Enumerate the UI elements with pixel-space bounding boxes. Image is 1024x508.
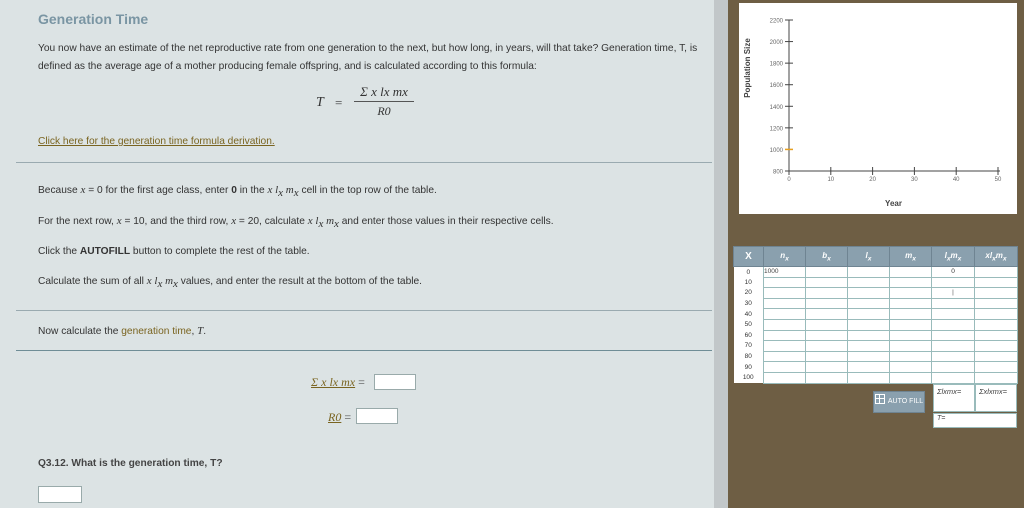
bx-cell[interactable] [806, 277, 848, 288]
xlxmx-cell[interactable] [975, 319, 1018, 330]
table-row [734, 341, 1018, 352]
y-tick-label: 1400 [769, 104, 783, 111]
bx-cell[interactable] [806, 362, 848, 373]
generation-time-term[interactable]: generation time [121, 326, 192, 337]
now-calculate-text: Now calculate the generation time, T. [38, 325, 207, 337]
bx-cell[interactable] [806, 288, 848, 299]
lxmx-cell[interactable] [932, 330, 975, 341]
col-header-lx: $l_x$ [848, 247, 890, 267]
formula-numerator: Σ x lx mx [354, 84, 414, 102]
nx-cell[interactable] [764, 288, 806, 299]
xlxmx-cell[interactable] [975, 309, 1018, 320]
col-header-x: X [734, 247, 764, 267]
generation-time-answer-input[interactable] [38, 486, 82, 503]
formula-denominator: R0 [377, 104, 391, 118]
lx-cell[interactable] [848, 267, 890, 278]
lx-cell[interactable] [848, 341, 890, 352]
grid-icon [875, 394, 885, 404]
divider [16, 350, 712, 351]
lx-cell[interactable] [848, 330, 890, 341]
mx-cell[interactable] [890, 267, 932, 278]
mx-cell[interactable] [890, 277, 932, 288]
y-tick-label: 1200 [769, 126, 783, 133]
life-table [733, 246, 1017, 384]
y-tick-label: 2000 [769, 40, 783, 47]
mx-cell[interactable] [890, 330, 932, 341]
bx-cell[interactable] [806, 351, 848, 362]
age-class-cell: 70 [734, 341, 764, 352]
y-tick-label: 800 [772, 169, 783, 176]
page-title: Generation Time [38, 11, 149, 27]
col-header-xlxmx: $xl_xm_x$ [975, 247, 1018, 267]
table-row [734, 319, 1018, 330]
mx-cell[interactable] [890, 341, 932, 352]
lxmx-cell[interactable]: 0 [932, 267, 975, 278]
lx-cell[interactable] [848, 298, 890, 309]
lxmx-cell[interactable] [932, 341, 975, 352]
lxmx-cell[interactable] [932, 351, 975, 362]
xlxmx-cell[interactable] [975, 341, 1018, 352]
mx-cell[interactable] [890, 351, 932, 362]
table-row [734, 298, 1018, 309]
question-label: Q3.12. What is the generation time, T? [38, 458, 223, 469]
mx-cell[interactable] [890, 288, 932, 299]
lxmx-cell[interactable] [932, 309, 975, 320]
population-chart-svg [739, 3, 1017, 214]
col-header-bx: $b_x$ [806, 247, 848, 267]
mx-cell[interactable] [890, 319, 932, 330]
lx-cell[interactable] [848, 288, 890, 299]
bx-cell[interactable] [806, 298, 848, 309]
bx-cell[interactable] [806, 341, 848, 352]
age-class-cell: 40 [734, 309, 764, 320]
age-class-cell: 20 [734, 288, 764, 299]
lxmx-cell[interactable] [932, 298, 975, 309]
age-class-cell: 50 [734, 319, 764, 330]
y-tick-label: 2200 [769, 18, 783, 25]
age-class-cell: 0 [734, 267, 764, 278]
intro-paragraph: You now have an estimate of the net reproductive rate from one generation to the next, but how long, in years, will that take? Generation time, T, is defined as the average age of a mother producing female offspring, and is calculated according to this formula: [38, 43, 698, 72]
nx-cell[interactable]: 1000 [764, 267, 806, 278]
lx-cell[interactable] [848, 351, 890, 362]
xlxmx-cell[interactable] [975, 372, 1018, 383]
age-class-cell: 100 [734, 372, 764, 383]
age-class-cell: 10 [734, 277, 764, 288]
table-row [734, 288, 1018, 299]
nx-cell[interactable] [764, 372, 806, 383]
x-tick-label: 30 [911, 177, 918, 183]
bx-cell[interactable] [806, 309, 848, 320]
xlxmx-cell[interactable] [975, 362, 1018, 373]
xlxmx-cell[interactable] [975, 298, 1018, 309]
divider [16, 310, 712, 311]
nx-cell[interactable] [764, 362, 806, 373]
bx-cell[interactable] [806, 372, 848, 383]
instruction-line-4: Calculate the sum of all x $l_x$ $m_x$ values, and enter the result at the bottom of the table. [38, 275, 423, 291]
age-class-cell: 90 [734, 362, 764, 373]
x-tick-label: 50 [994, 177, 1002, 183]
mx-cell[interactable] [890, 372, 932, 383]
instruction-line-3: Click the AUTOFILL button to complete the rest of the table. [38, 246, 310, 257]
formula-lhs: T [316, 95, 324, 110]
table-row [734, 362, 1018, 373]
nx-cell[interactable] [764, 277, 806, 288]
table-row [734, 330, 1018, 341]
x-tick-label: 0 [787, 177, 791, 183]
nx-cell[interactable] [764, 309, 806, 320]
instruction-line-1: Because x = 0 for the first age class, enter 0 in the x $l_x$ $m_x$ cell in the top row of the table. [38, 184, 437, 200]
col-header-mx: $m_x$ [890, 247, 932, 267]
xlxmx-cell[interactable] [975, 330, 1018, 341]
mx-cell[interactable] [890, 362, 932, 373]
r0-input[interactable] [356, 408, 398, 424]
x-tick-label: 40 [952, 177, 960, 183]
lxmx-cell[interactable] [932, 319, 975, 330]
bx-cell[interactable] [806, 267, 848, 278]
lxmx-cell[interactable]: | [932, 288, 975, 299]
x-axis-label: Year [885, 199, 902, 208]
table-row [734, 309, 1018, 320]
age-class-cell: 60 [734, 330, 764, 341]
population-chart [739, 3, 1017, 214]
lx-cell[interactable] [848, 362, 890, 373]
sum-xlxmx-input[interactable] [374, 374, 416, 390]
nx-cell[interactable] [764, 341, 806, 352]
bx-cell[interactable] [806, 330, 848, 341]
bx-cell[interactable] [806, 319, 848, 330]
xlxmx-cell[interactable] [975, 267, 1018, 278]
sum-xlxmx-cell[interactable]: Σxlxmx= [975, 384, 1017, 412]
age-class-cell: 80 [734, 351, 764, 362]
nx-cell[interactable] [764, 351, 806, 362]
x-tick-label: 20 [869, 177, 876, 183]
divider [16, 162, 712, 163]
instruction-line-2: For the next row, x = 10, and the third row, x = 20, calculate x $l_x$ $m_x$ and enter those values in their respective cells. [38, 215, 554, 231]
r0-row: R0 = [328, 410, 352, 424]
lx-cell[interactable] [848, 309, 890, 320]
t-result-cell[interactable]: T= [933, 413, 1017, 428]
sum-xlxmx-label: Σ x lx mx [311, 375, 356, 389]
table-header-row [734, 247, 1018, 267]
formula-equals: = [335, 95, 343, 110]
y-tick-label: 1600 [769, 83, 783, 90]
scroll-gutter [714, 0, 728, 508]
table-row [734, 372, 1018, 383]
col-header-lxmx: $l_xm_x$ [932, 247, 975, 267]
lx-cell[interactable] [848, 372, 890, 383]
autofill-button[interactable]: AUTO FILL [873, 391, 925, 413]
sum-xlxmx-row: Σ x lx mx = [311, 375, 365, 389]
lx-cell[interactable] [848, 277, 890, 288]
nx-cell[interactable] [764, 330, 806, 341]
nx-cell[interactable] [764, 298, 806, 309]
lxmx-cell[interactable] [932, 362, 975, 373]
chart-y-axis-label: Population Size [743, 38, 752, 98]
xlxmx-cell[interactable] [975, 288, 1018, 299]
lxmx-cell[interactable] [932, 372, 975, 383]
y-tick-label: 1800 [769, 61, 783, 68]
table-row [734, 267, 1018, 278]
table-row [734, 277, 1018, 288]
col-header-nx: $n_x$ [764, 247, 806, 267]
r0-label: R0 [328, 410, 342, 424]
age-class-cell: 30 [734, 298, 764, 309]
xlxmx-cell[interactable] [975, 277, 1018, 288]
table-row [734, 351, 1018, 362]
xlxmx-cell[interactable] [975, 351, 1018, 362]
x-tick-label: 10 [827, 177, 835, 183]
y-tick-label: 1000 [769, 147, 783, 154]
lxmx-cell[interactable] [932, 277, 975, 288]
lx-cell[interactable] [848, 319, 890, 330]
mx-cell[interactable] [890, 309, 932, 320]
derivation-link[interactable]: Click here for the generation time formula derivation. [38, 136, 275, 147]
sum-lxmx-cell[interactable]: Σlxmx= [933, 384, 975, 412]
nx-cell[interactable] [764, 319, 806, 330]
mx-cell[interactable] [890, 298, 932, 309]
formula-fraction [354, 84, 414, 119]
